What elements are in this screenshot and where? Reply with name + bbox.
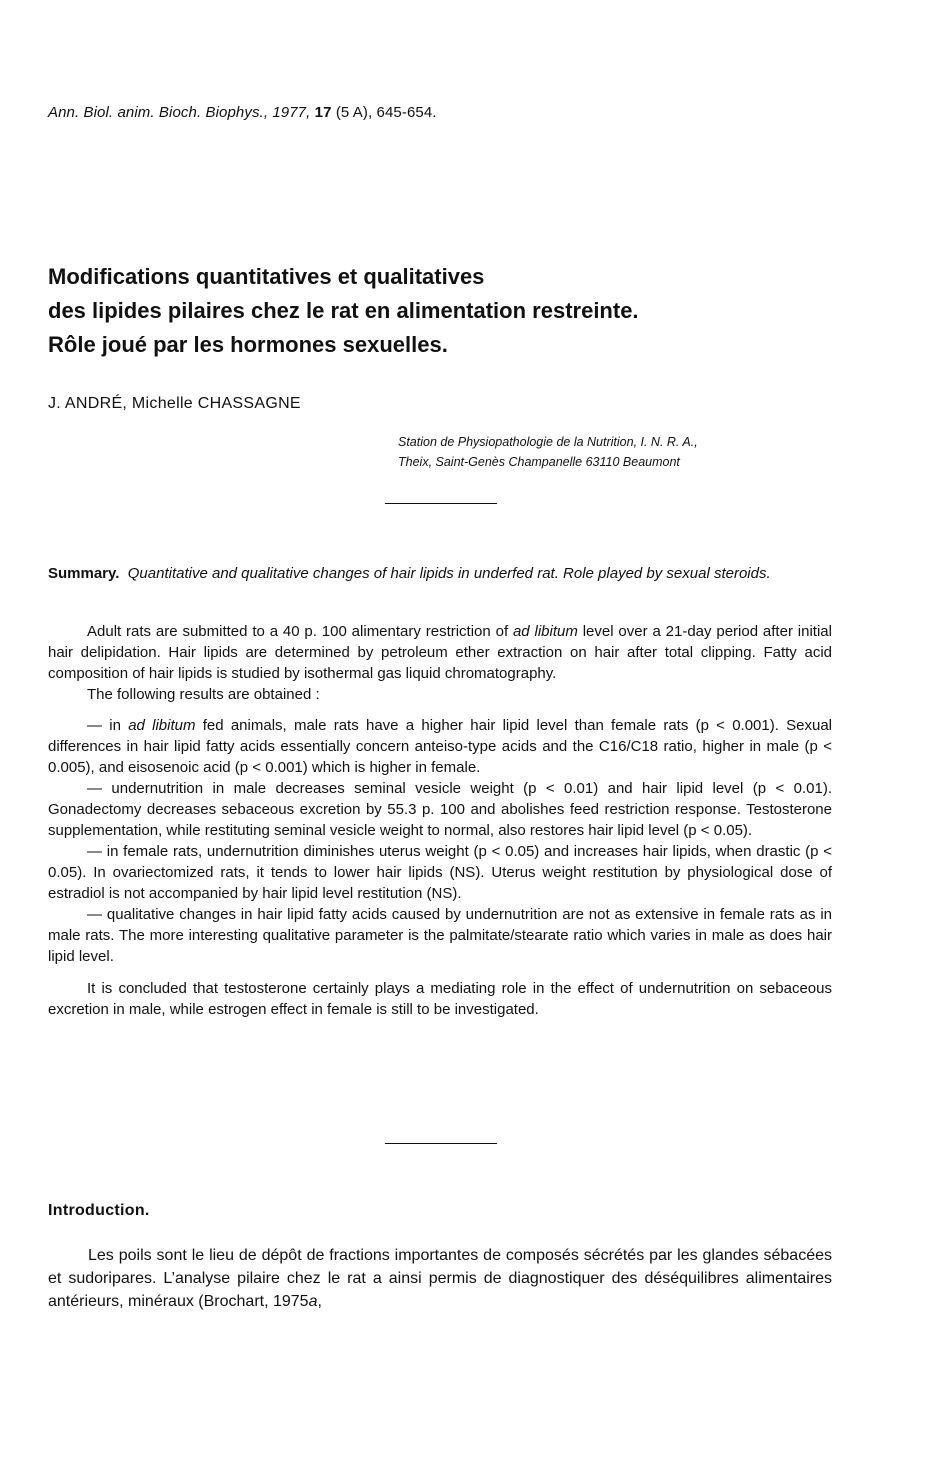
separator-rule-bottom: [385, 1143, 497, 1144]
abstract: [48, 621, 832, 1020]
article-title: [48, 260, 848, 362]
affiliation-line-1: Station de Physiopathologie de la Nutrition, I. N. R. A.,: [398, 435, 698, 449]
abstract-conclusion: It is concluded that testosterone certainly plays a mediating role in the effect of undernutrition on sebaceous excretion in male, while estrogen effect in female is still to be investigated.: [48, 980, 832, 1018]
journal-year: , 1977,: [263, 104, 315, 121]
journal-name: Ann. Biol. anim. Bioch. Biophys.: [48, 104, 264, 121]
journal-issue-pages: (5 A), 645-654.: [331, 104, 437, 121]
introduction-heading: Introduction.: [48, 1202, 150, 1219]
introduction-text: Les poils sont le lieu de dépôt de fractions importantes de composés sécrétés par les glandes sébacées et sudoripares. L’analyse pilaire chez le rat a ainsi permis de diagnostiquer des déséquilibres alimentaires antérieurs, minéraux (Brochart, 1975: [48, 1247, 832, 1310]
title-line-3: Rôle joué par les hormones sexuelles.: [48, 332, 448, 357]
introduction-text-end: ,: [317, 1293, 322, 1310]
summary-label: Summary.: [48, 565, 120, 582]
title-line-2: des lipides pilaires chez le rat en alimentation restreinte.: [48, 298, 639, 323]
journal-citation: [48, 104, 437, 121]
abstract-text: Adult rats are submitted to a 40 p. 100 alimentary restriction of: [87, 623, 513, 640]
affiliation: [398, 432, 698, 472]
abstract-paragraph-4: — undernutrition in male decreases seminal vesicle weight (p < 0.01) and hair lipid level (p < 0.01). Gonadectomy decreases sebaceous excretion by 55.3 p. 100 and abolishes feed restriction response. Testosterone supplementation, while restituting seminal vesicle weight to normal, also restores hair lipid level (p < 0.05).: [48, 780, 832, 839]
abstract-text: — in: [87, 717, 129, 734]
abstract-paragraph-5: — in female rats, undernutrition diminishes uterus weight (p < 0.05) and increases hair lipids, when drastic (p < 0.05). In ovariectomized rats, it tends to lower hair lipids (NS). Uterus weight restitution by physiological dose of estradiol is not accompanied by hair lipid level restitution (NS).: [48, 843, 832, 902]
title-line-1: Modifications quantitatives et qualitatives: [48, 264, 485, 289]
abstract-text: fed animals, male rats have a higher hair lipid level than female rats (p < 0.001). Sexual differences in hair lipid fatty acids essentially concern anteiso-type acids and the C16/C18 ratio, higher in male (p < 0.005), and eisosenoic acid (p < 0.001) which is higher in female.: [48, 717, 833, 776]
authors: J. ANDRÉ, Michelle CHASSAGNE: [48, 395, 301, 412]
abstract-paragraph-2: The following results are obtained :: [87, 686, 320, 703]
abstract-italic: ad libitum: [512, 623, 578, 640]
affiliation-line-2: Theix, Saint-Genès Champanelle 63110 Beaumont: [398, 455, 680, 469]
summary-heading: [48, 563, 832, 584]
summary-english-title: Quantitative and qualitative changes of hair lipids in underfed rat. Role played by sexual steroids.: [127, 565, 771, 582]
separator-rule-top: [385, 503, 497, 504]
abstract-italic: ad libitum: [128, 717, 196, 734]
abstract-paragraph-1: [48, 621, 832, 684]
introduction-paragraph: [48, 1244, 832, 1313]
abstract-text: level over a 21-day period after initial hair delipidation. Hair lipids are determined by petroleum ether extraction on hair after total clipping. Fatty acid composition of hair lipids is studied by isothermal gas liquid chromatography.: [48, 623, 832, 682]
abstract-paragraph-3: [48, 715, 832, 778]
abstract-paragraph-6: — qualitative changes in hair lipid fatty acids caused by undernutrition are not as extensive in female rats as in male rats. The more interesting qualitative parameter is the palmitate/stearate ratio which varies in male as does hair lipid level.: [48, 906, 832, 965]
journal-volume: 17: [314, 104, 332, 121]
introduction-italic: a: [308, 1293, 318, 1310]
